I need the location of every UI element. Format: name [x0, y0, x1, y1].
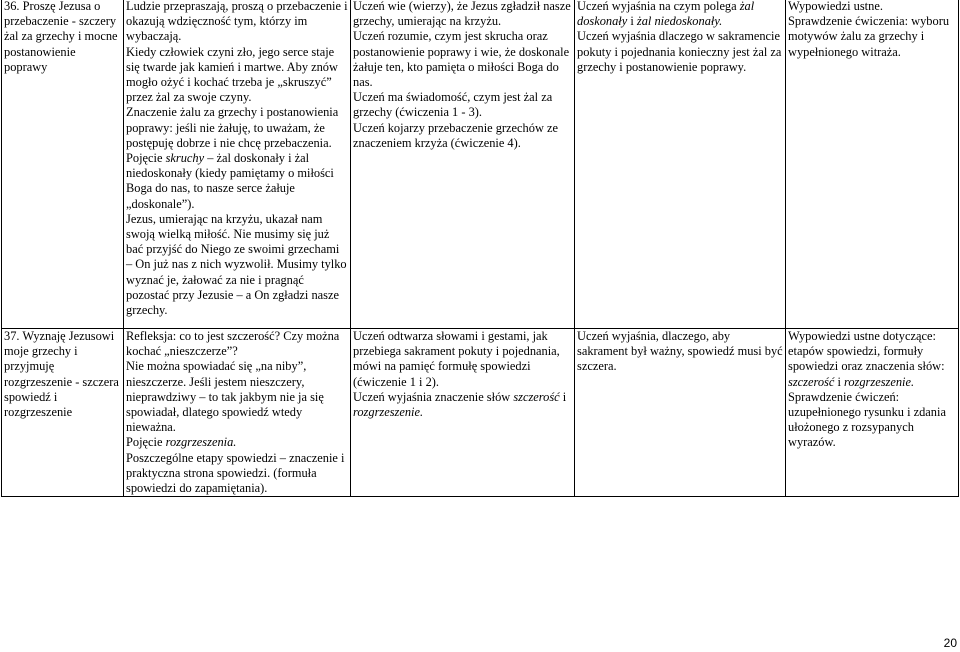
assessment-cell — [786, 329, 959, 497]
outcome-paragraph: Uczeń rozumie, czym jest skrucha oraz postanowienie poprawy i wie, że doskonale żałuje ten, kto pamięta o miłości Boga do nas. — [353, 29, 570, 90]
outcome-paragraph: Uczeń wie (wierzy), że Jezus zgładził nasze grzechy, umierając na krzyżu. — [353, 0, 571, 29]
text-run: Wypowiedzi ustne dotyczące: etapów spowiedzi, formuły spowiedzi oraz znaczenia słów: — [788, 329, 945, 374]
content-paragraph: Kiedy człowiek czyni zło, jego serce staje się twarde jak kamień i martwe. Aby znów mogło ożyć i kochać trzeba je „skruszyć” przez żal za swoje czyny. — [126, 44, 338, 105]
term-zal-doskonaly: żal doskonały — [577, 0, 755, 29]
text-run: Uczeń wyjaśnia na czym polega — [577, 0, 740, 13]
content-paragraph — [126, 151, 348, 212]
text-run: i — [559, 389, 567, 404]
advanced-cell — [575, 0, 786, 329]
assessment-paragraph: Wypowiedzi ustne. — [788, 0, 883, 13]
outcome-paragraph: Uczeń ma świadomość, czym jest żal za grzechy (ćwiczenia 1 - 3). — [353, 90, 553, 120]
content-paragraph: Nie można spowiadać się „na niby”, nieszczerze. Jeśli jestem nieszczery, nieprawdziwy – to tak jakbym nie ja się spowiadał, dlatego spowiedź wtedy nieważna. — [126, 359, 324, 435]
topic-title: Proszę Jezusa o przebaczenie - szczery żal za grzechy i mocne postanowienie poprawy — [4, 0, 118, 74]
term-rozgrzeszenie: rozgrzeszenie. — [353, 405, 424, 420]
topic-cell — [2, 329, 124, 497]
advanced-paragraph — [577, 0, 783, 29]
topic-cell — [2, 0, 124, 329]
content-paragraph: Ludzie przepraszają, proszą o przebaczenie i okazują wdzięczność tym, którzy im wybaczają. — [126, 0, 348, 44]
text-run: Pojęcie — [126, 435, 166, 450]
topic-number: 36. — [4, 0, 20, 13]
topic-text — [4, 329, 121, 420]
text-run: i — [834, 374, 844, 389]
table-row — [2, 329, 959, 497]
topic-title: Wyznaję Jezusowi moje grzechy i przyjmuję rozgrzeszenie - szczera spowiedź i rozgrzeszenie — [4, 329, 119, 420]
term-skruchy: skruchy — [165, 151, 205, 166]
content-paragraph — [126, 435, 348, 450]
assessment-paragraph — [788, 329, 956, 390]
content-cell — [124, 0, 351, 329]
assessment-paragraph: Sprawdzenie ćwiczeń: uzupełnionego rysunku i zdania ułożonego z rozsypanych wyrazów. — [788, 389, 946, 450]
topic-text — [4, 0, 121, 75]
content-paragraph: Znaczenie żalu za grzechy i postanowienia poprawy: jeśli nie żałuję, to uważam, że postępuję dobrze i nie chcę przebaczenia. — [126, 105, 339, 150]
text-run: i — [627, 14, 637, 29]
content-cell — [124, 329, 351, 497]
advanced-cell — [575, 329, 786, 497]
table-row — [2, 0, 959, 329]
term-rozgrzeszenie: rozgrzeszenie. — [843, 374, 915, 389]
assessment-cell — [786, 0, 959, 329]
term-zal-niedoskonaly: żal niedoskonały. — [636, 14, 723, 29]
advanced-paragraph: Uczeń wyjaśnia dlaczego w sakramencie pokuty i pojednania konieczny jest żal za grzechy i postanowienie poprawy. — [577, 29, 782, 74]
text-run: Pojęcie — [126, 151, 166, 166]
outcome-paragraph: Uczeń odtwarza słowami i gestami, jak przebiega sakrament pokuty i pojednania, mówi na pamięć formułę spowiedzi (ćwiczenie 1 i 2). — [353, 329, 560, 389]
term-szczerosc: szczerość — [788, 374, 835, 389]
content-paragraph: Jezus, umierając na krzyżu, ukazał nam swoją wielką miłość. Nie musimy się już bać przyjść do Niego ze swoimi grzechami – On już nas z nich wyzwolił. Musimy tylko wyznać je, żałować za nie i pragnąć pozostać przy Jezusie – a On zgładzi nasze grzechy. — [126, 211, 347, 318]
advanced-paragraph: Uczeń wyjaśnia, dlaczego, aby sakrament był ważny, spowiedź musi być szczera. — [577, 329, 783, 374]
topic-number: 37. — [4, 329, 20, 343]
page-number: 20 — [943, 636, 957, 650]
content-paragraph: Refleksja: co to jest szczerość? Czy można kochać „nieszczerze”? — [126, 329, 340, 359]
text-run: – żal doskonały i żal niedoskonały (kiedy pamiętamy o miłości Boga do nas, to nasze serce żałuje „doskonale”). — [126, 151, 334, 211]
outcomes-cell — [351, 0, 575, 329]
assessment-paragraph: Sprawdzenie ćwiczenia: wyboru motywów żalu za grzechy i wypełnionego witraża. — [788, 14, 950, 59]
outcome-paragraph — [353, 390, 572, 420]
term-rozgrzeszenie: rozgrzeszenia. — [165, 435, 237, 450]
curriculum-table — [1, 0, 959, 497]
outcomes-cell — [351, 329, 575, 497]
term-szczerosc: szczerość — [513, 389, 560, 404]
text-run: Uczeń wyjaśnia znaczenie słów — [353, 389, 514, 404]
content-paragraph: Poszczególne etapy spowiedzi – znaczenie i praktyczna strona spowiedzi. (formuła spowiedzi do zapamiętania). — [126, 450, 345, 496]
outcome-paragraph: Uczeń kojarzy przebaczenie grzechów ze znaczeniem krzyża (ćwiczenie 4). — [353, 120, 558, 150]
